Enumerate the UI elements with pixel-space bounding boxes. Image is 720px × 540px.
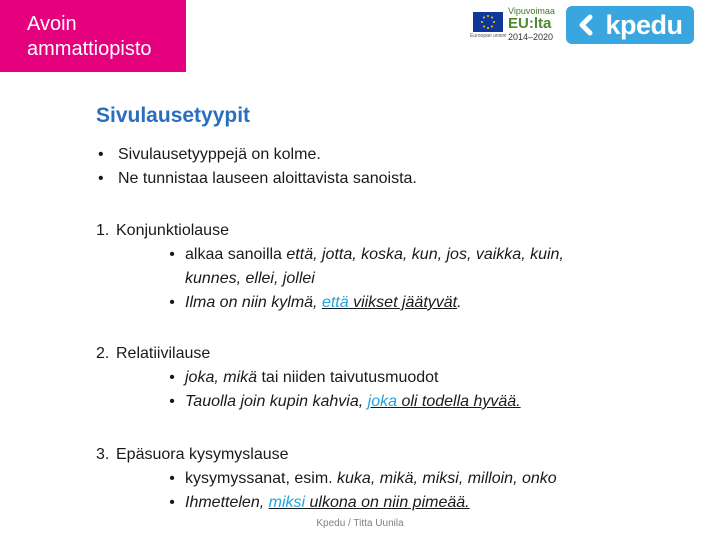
example-text	[185, 390, 625, 414]
point-prefix: alkaa sanoilla	[185, 246, 287, 263]
eu-small: Vipuvoimaa	[508, 6, 555, 16]
example-before: Tauolla join kupin kahvia,	[185, 393, 368, 410]
section-title: Relatiivilause	[116, 345, 211, 362]
point-text	[185, 243, 625, 291]
section-indirect-question	[96, 443, 625, 515]
section-heading	[96, 342, 625, 366]
example-highlight: joka	[367, 393, 397, 410]
point-words: kuka, mikä, miksi, milloin, onko	[337, 470, 557, 487]
section-conjunction	[96, 219, 625, 315]
point-prefix: kysymyssanat, esim.	[185, 470, 338, 487]
example-highlight: että	[321, 294, 349, 311]
eu-big: EU:lta	[508, 15, 552, 32]
section-number: 1.	[96, 222, 110, 239]
eu-caption: Euroopan unioni	[470, 33, 507, 39]
list-item	[96, 167, 417, 191]
intro-text: Sivulausetyyppejä on kolme.	[118, 146, 321, 163]
eu-text	[508, 6, 555, 42]
section-number: 2.	[96, 345, 110, 362]
section-title: Konjunktiolause	[116, 222, 229, 239]
bullet-icon: •	[169, 246, 175, 263]
point-words: että, jotta, koska, kun, jos, vaikka, kuin,	[286, 246, 564, 263]
section-heading	[96, 443, 625, 467]
intro-list	[96, 143, 417, 191]
intro-text: Ne tunnistaa lauseen aloittavista sanoista.	[118, 170, 417, 187]
example-before: Ilma on niin kylmä,	[185, 294, 322, 311]
point-words: joka, mikä	[185, 369, 258, 386]
brand-box	[0, 0, 186, 72]
bullet-icon: •	[98, 146, 104, 163]
example-after: viikset jäätyvät	[348, 294, 458, 311]
example-highlight: miksi	[268, 494, 306, 511]
example-end: .	[457, 294, 462, 311]
bullet-icon: •	[169, 369, 175, 386]
kpedu-mark-icon	[577, 14, 599, 36]
example-text	[185, 491, 625, 515]
list-item	[159, 291, 625, 315]
example-after: ulkona on niin pimeää.	[305, 494, 470, 511]
point-text	[185, 467, 625, 491]
eu-flag-icon	[473, 12, 503, 32]
example-before: Ihmettelen,	[185, 494, 269, 511]
eu-years: 2014–2020	[508, 32, 554, 42]
bullet-icon: •	[169, 393, 175, 410]
eu-logo	[468, 6, 560, 40]
bullet-icon: •	[169, 470, 175, 487]
kpedu-name: kpedu	[605, 9, 683, 40]
brand-line-1: Avoin	[27, 13, 77, 35]
section-relative	[96, 342, 625, 414]
footer-credit: Kpedu / Titta Uunila	[316, 518, 404, 529]
list-item	[159, 243, 625, 291]
list-item	[96, 143, 417, 167]
bullet-icon: •	[98, 170, 104, 187]
section-heading	[96, 219, 625, 243]
example-text	[185, 291, 625, 315]
section-number: 3.	[96, 446, 110, 463]
section-title: Epäsuora kysymyslause	[116, 446, 289, 463]
list-item	[159, 491, 625, 515]
list-item	[159, 366, 625, 390]
list-item	[159, 390, 625, 414]
list-item	[159, 467, 625, 491]
page-title: Sivulausetyypit	[96, 104, 251, 127]
point-words-cont: kunnes, ellei, jollei	[185, 270, 315, 287]
bullet-icon: •	[169, 294, 175, 311]
example-after: oli todella hyvää.	[397, 393, 521, 410]
point-text	[185, 366, 625, 390]
brand-line-2: ammattiopisto	[27, 38, 152, 60]
kpedu-logo	[566, 6, 694, 44]
bullet-icon: •	[169, 494, 175, 511]
point-suffix: tai niiden taivutusmuodot	[257, 369, 439, 386]
